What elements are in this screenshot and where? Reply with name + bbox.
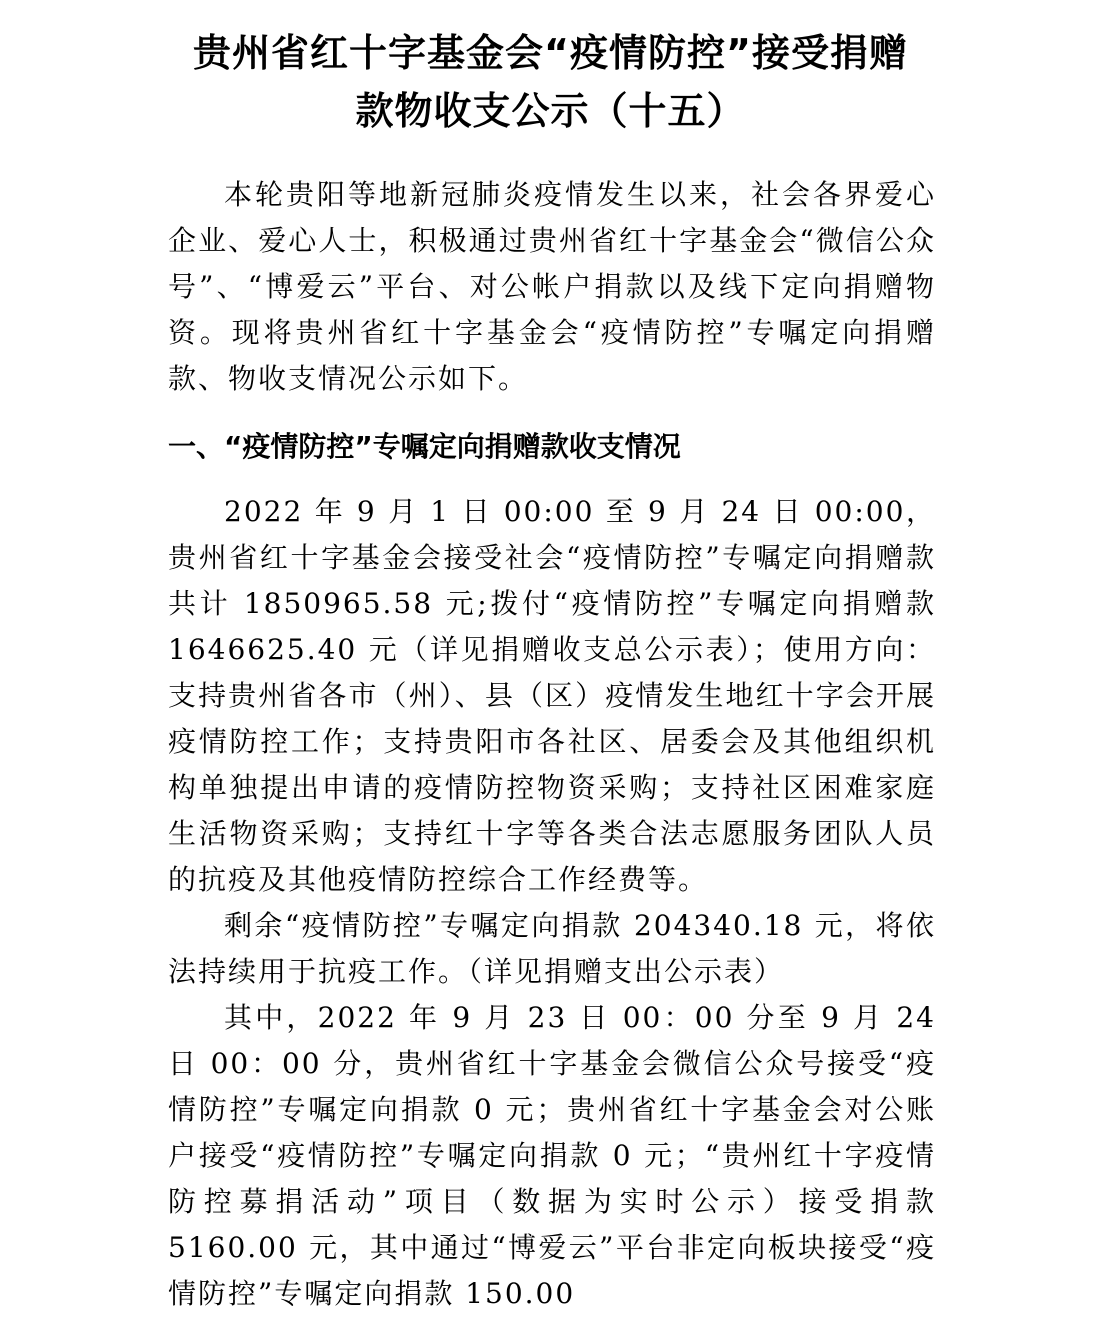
document-title-line-2: 款物收支公示（十五） bbox=[355, 89, 746, 133]
intro-paragraph: 本轮贵阳等地新冠肺炎疫情发生以来，社会各界爱心企业、爱心人士，积极通过贵州省红十字基金会“微信公众号”、“博爱云”平台、对公帐户捐款以及线下定向捐赠物资。现将贵州省红十字基金会“疫情防控”专嘱定向捐赠款、物收支情况公示如下。 bbox=[168, 178, 936, 395]
remaining-funds-paragraph: 剩余“疫情防控”专嘱定向捐款 204340.18 元，将依法持续用于抗疫工作。（详见捐赠支出公示表） bbox=[168, 909, 936, 988]
section-heading: 一、“疫情防控”专嘱定向捐赠款收支情况 bbox=[168, 430, 681, 463]
daily-detail-paragraph: 其中，2022 年 9 月 23 日 00：00 分至 9 月 24 日 00：00 分，贵州省红十字基金会微信公众号接受“疫情防控”专嘱定向捐款 0 元；贵州省红十字基金会对公账户接受“疫情防控”专嘱定向捐款 0 元；“贵州红十字疫情防控募捐活动”项目（数据为实时公示）接受捐款 5160.00 元，其中通过“博爱云”平台非定向板块接受“疫情防控”专嘱定向捐款 150.00 bbox=[168, 1001, 936, 1310]
document-title-line-1: 贵州省红十字基金会“疫情防控”接受捐赠 bbox=[193, 31, 908, 75]
donation-summary-paragraph: 2022 年 9 月 1 日 00:00 至 9 月 24 日 00:00，贵州省红十字基金会接受社会“疫情防控”专嘱定向捐赠款共计 1850965.58 元;拨付“疫情防控”专嘱定向捐赠款 1646625.40 元（详见捐赠收支总公示表）；使用方向：支持贵州省各市（州）、县（区）疫情发生地红十字会开展疫情防控工作；支持贵阳市各社区、居委会及其他组织机构单独提出申请的疫情防控物资采购；支持社区困难家庭生活物资采购；支持红十字等各类合法志愿服务团队人员的抗疫及其他疫情防控综合工作经费等。 bbox=[168, 495, 936, 896]
